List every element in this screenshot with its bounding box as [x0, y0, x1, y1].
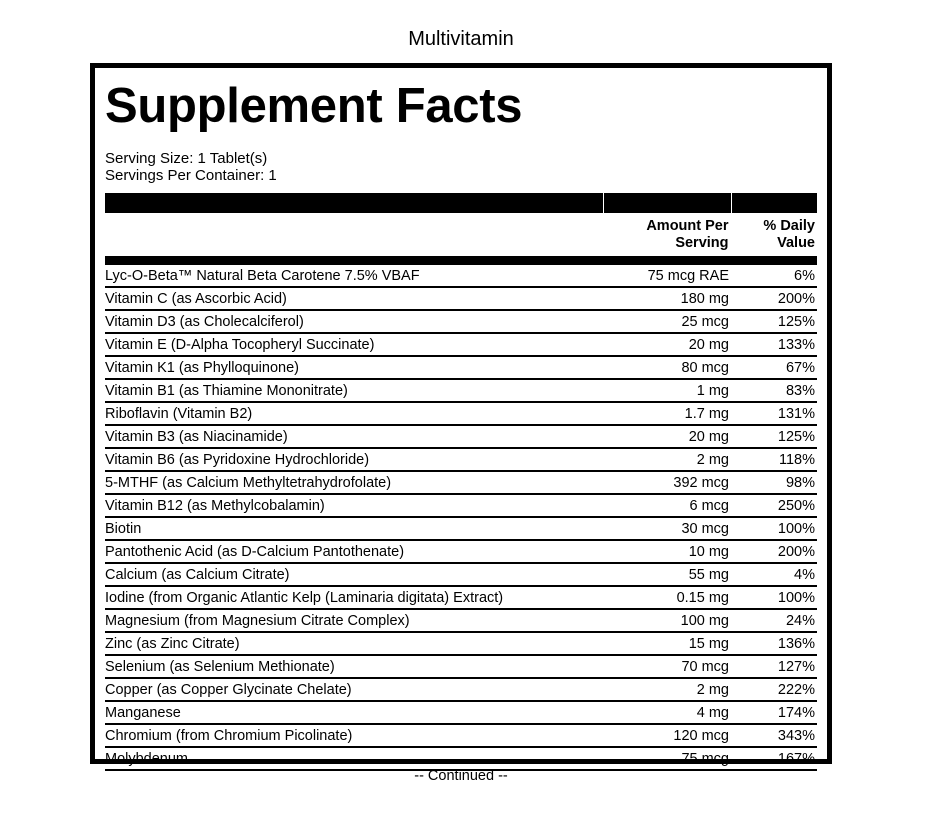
nutrient-name: Vitamin B3 (as Niacinamide)	[105, 425, 603, 448]
header-daily-value: % Daily Value	[731, 213, 817, 261]
daily-value: 222%	[731, 678, 817, 701]
nutrient-name: Riboflavin (Vitamin B2)	[105, 402, 603, 425]
nutrient-name: Vitamin C (as Ascorbic Acid)	[105, 287, 603, 310]
amount-per-serving: 1.7 mg	[603, 402, 731, 425]
table-row	[105, 747, 817, 770]
header-black-bar	[105, 193, 817, 213]
amount-per-serving: 120 mcg	[603, 724, 731, 747]
daily-value: 200%	[731, 540, 817, 563]
nutrient-name: Biotin	[105, 517, 603, 540]
nutrient-name: Calcium (as Calcium Citrate)	[105, 563, 603, 586]
nutrient-name: Pantothenic Acid (as D-Calcium Pantothenate)	[105, 540, 603, 563]
table-row	[105, 425, 817, 448]
amount-per-serving: 392 mcg	[603, 471, 731, 494]
bar-cell	[603, 193, 731, 213]
amount-per-serving: 70 mcg	[603, 655, 731, 678]
bar-cell	[105, 193, 603, 213]
table-row	[105, 356, 817, 379]
daily-value: 250%	[731, 494, 817, 517]
table-row	[105, 448, 817, 471]
daily-value: 100%	[731, 586, 817, 609]
nutrient-name: Molybdenum	[105, 747, 603, 770]
amount-per-serving: 15 mg	[603, 632, 731, 655]
serving-info	[105, 150, 277, 184]
supplement-facts-panel	[90, 63, 832, 767]
nutrient-name: Vitamin D3 (as Cholecalciferol)	[105, 310, 603, 333]
amount-per-serving: 0.15 mg	[603, 586, 731, 609]
daily-value: 133%	[731, 333, 817, 356]
amount-per-serving: 1 mg	[603, 379, 731, 402]
table-row	[105, 540, 817, 563]
table-row	[105, 517, 817, 540]
amount-per-serving: 10 mg	[603, 540, 731, 563]
nutrient-name: Manganese	[105, 701, 603, 724]
amount-per-serving: 20 mg	[603, 425, 731, 448]
daily-value: 167%	[731, 747, 817, 770]
table-row	[105, 494, 817, 517]
header-name	[105, 213, 603, 261]
table-row	[105, 310, 817, 333]
daily-value: 6%	[731, 261, 817, 288]
nutrient-name: 5-MTHF (as Calcium Methyltetrahydrofolate)	[105, 471, 603, 494]
nutrient-rows	[105, 261, 817, 771]
nutrient-name: Vitamin E (D-Alpha Tocopheryl Succinate)	[105, 333, 603, 356]
nutrient-name: Copper (as Copper Glycinate Chelate)	[105, 678, 603, 701]
amount-per-serving: 4 mg	[603, 701, 731, 724]
nutrient-name: Vitamin K1 (as Phylloquinone)	[105, 356, 603, 379]
nutrient-name: Lyc-O-Beta™ Natural Beta Carotene 7.5% VBAF	[105, 261, 603, 288]
amount-per-serving: 180 mg	[603, 287, 731, 310]
table-row	[105, 655, 817, 678]
daily-value: 131%	[731, 402, 817, 425]
table-row	[105, 471, 817, 494]
table-row	[105, 261, 817, 288]
nutrient-name: Vitamin B12 (as Methylcobalamin)	[105, 494, 603, 517]
table-row	[105, 333, 817, 356]
continued-note: -- Continued --	[414, 768, 508, 784]
table-row	[105, 379, 817, 402]
amount-per-serving: 100 mg	[603, 609, 731, 632]
amount-per-serving: 25 mcg	[603, 310, 731, 333]
daily-value: 125%	[731, 425, 817, 448]
panel-title: Supplement Facts	[105, 79, 523, 133]
daily-value: 118%	[731, 448, 817, 471]
nutrient-name: Vitamin B1 (as Thiamine Mononitrate)	[105, 379, 603, 402]
table-row	[105, 678, 817, 701]
amount-per-serving: 2 mg	[603, 678, 731, 701]
header-amount: Amount Per Serving	[603, 213, 731, 261]
table-row	[105, 586, 817, 609]
daily-value: 136%	[731, 632, 817, 655]
table-row	[105, 632, 817, 655]
daily-value: 200%	[731, 287, 817, 310]
daily-value: 100%	[731, 517, 817, 540]
daily-value: 98%	[731, 471, 817, 494]
amount-per-serving: 55 mg	[603, 563, 731, 586]
amount-per-serving: 20 mg	[603, 333, 731, 356]
amount-per-serving: 6 mcg	[603, 494, 731, 517]
daily-value: 125%	[731, 310, 817, 333]
column-headers	[105, 213, 817, 261]
product-title: Multivitamin	[408, 28, 514, 50]
nutrient-name: Vitamin B6 (as Pyridoxine Hydrochloride)	[105, 448, 603, 471]
daily-value: 83%	[731, 379, 817, 402]
servings-per-container: Servings Per Container: 1	[105, 167, 277, 184]
serving-size: Serving Size: 1 Tablet(s)	[105, 150, 268, 167]
daily-value: 127%	[731, 655, 817, 678]
nutrient-name: Iodine (from Organic Atlantic Kelp (Laminaria digitata) Extract)	[105, 586, 603, 609]
amount-per-serving: 75 mcg RAE	[603, 261, 731, 288]
nutrient-name: Magnesium (from Magnesium Citrate Complex)	[105, 609, 603, 632]
daily-value: 67%	[731, 356, 817, 379]
table-row	[105, 724, 817, 747]
table-row	[105, 609, 817, 632]
amount-per-serving: 30 mcg	[603, 517, 731, 540]
daily-value: 4%	[731, 563, 817, 586]
table-row	[105, 402, 817, 425]
amount-per-serving: 80 mcg	[603, 356, 731, 379]
table-row	[105, 701, 817, 724]
amount-per-serving: 2 mg	[603, 448, 731, 471]
table-row	[105, 563, 817, 586]
table-row	[105, 287, 817, 310]
daily-value: 24%	[731, 609, 817, 632]
nutrient-name: Chromium (from Chromium Picolinate)	[105, 724, 603, 747]
nutrient-table	[105, 193, 817, 771]
nutrient-name: Zinc (as Zinc Citrate)	[105, 632, 603, 655]
daily-value: 174%	[731, 701, 817, 724]
bar-cell	[731, 193, 817, 213]
amount-per-serving: 75 mcg	[603, 747, 731, 770]
daily-value: 343%	[731, 724, 817, 747]
nutrient-name: Selenium (as Selenium Methionate)	[105, 655, 603, 678]
